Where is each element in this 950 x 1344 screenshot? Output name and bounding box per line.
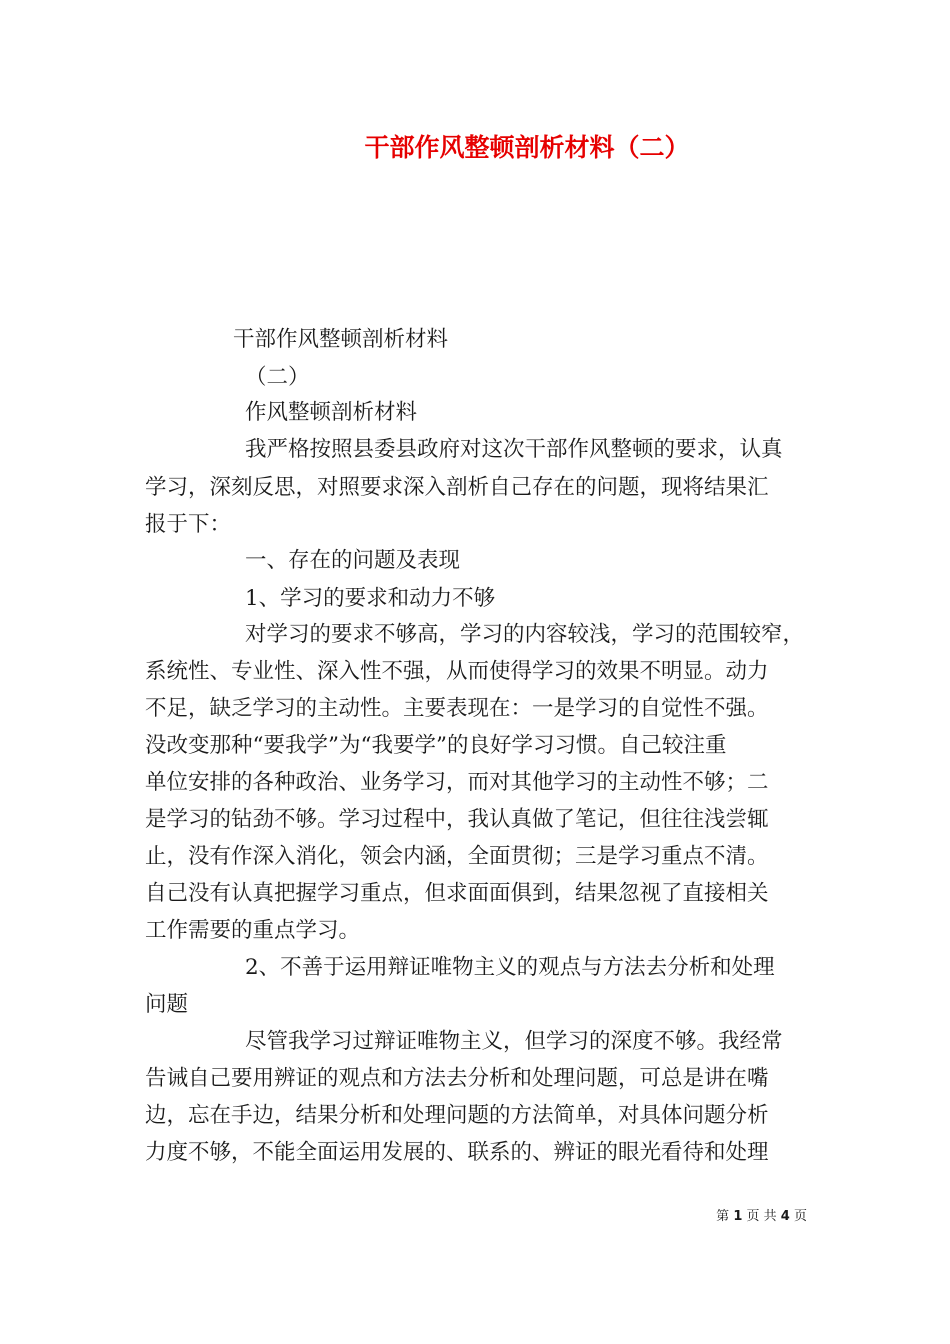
- text-line: 止，没有作深入消化，领会内涵，全面贯彻；三是学习重点不清。: [145, 844, 769, 869]
- text-line: 2、不善于运用辩证唯物主义的观点与方法去分析和处理: [245, 955, 775, 980]
- document-title: 干部作风整顿剖析材料（二）: [364, 133, 690, 162]
- text-line: 学习，深刻反思，对照要求深入剖析自己存在的问题，现将结果汇: [145, 475, 769, 500]
- text-line: 作风整顿剖析材料: [245, 400, 418, 425]
- page-footer: [716, 1205, 807, 1224]
- text-line: 没改变那种“要我学”为“我要学”的良好学习习惯。自己较注重: [145, 733, 727, 758]
- text-line: 我严格按照县委县政府对这次干部作风整顿的要求，认真: [245, 437, 783, 462]
- text-line: 是学习的钻劲不够。学习过程中，我认真做了笔记，但往往浅尝辄: [145, 807, 769, 832]
- text-line: 自己没有认真把握学习重点，但求面面俱到，结果忽视了直接相关: [145, 881, 769, 906]
- text-line: 单位安排的各种政治、业务学习，而对其他学习的主动性不够；二: [145, 770, 769, 795]
- text-line: 工作需要的重点学习。: [145, 918, 361, 943]
- text-line: 尽管我学习过辩证唯物主义，但学习的深度不够。我经常: [245, 1029, 783, 1054]
- text-line: 力度不够，不能全面运用发展的、联系的、辨证的眼光看待和处理: [145, 1140, 769, 1165]
- text-line: 报于下：: [145, 512, 232, 537]
- footer-suffix: 页: [793, 1209, 807, 1224]
- text-line: 系统性、专业性、深入性不强，从而使得学习的效果不明显。动力: [145, 659, 769, 684]
- text-line: 对学习的要求不够高，学习的内容较浅，学习的范围较窄，: [245, 622, 805, 647]
- footer-prefix: 第: [716, 1209, 730, 1224]
- text-line: 干部作风整顿剖析材料: [233, 327, 449, 352]
- footer-page-number: 1: [733, 1209, 743, 1224]
- text-line: （二）: [245, 365, 310, 390]
- footer-middle: 页 共: [746, 1209, 777, 1224]
- text-line: 1、学习的要求和动力不够: [245, 586, 496, 611]
- text-line: 问题: [145, 992, 189, 1017]
- text-line: 一、存在的问题及表现: [245, 548, 461, 573]
- text-line: 边，忘在手边，结果分析和处理问题的方法简单，对具体问题分析: [145, 1103, 769, 1128]
- footer-total-pages: 4: [780, 1209, 790, 1224]
- text-line: 不足，缺乏学习的主动性。主要表现在：一是学习的自觉性不强。: [145, 696, 769, 721]
- text-line: 告诫自己要用辨证的观点和方法去分析和处理问题，可总是讲在嘴: [145, 1066, 769, 1091]
